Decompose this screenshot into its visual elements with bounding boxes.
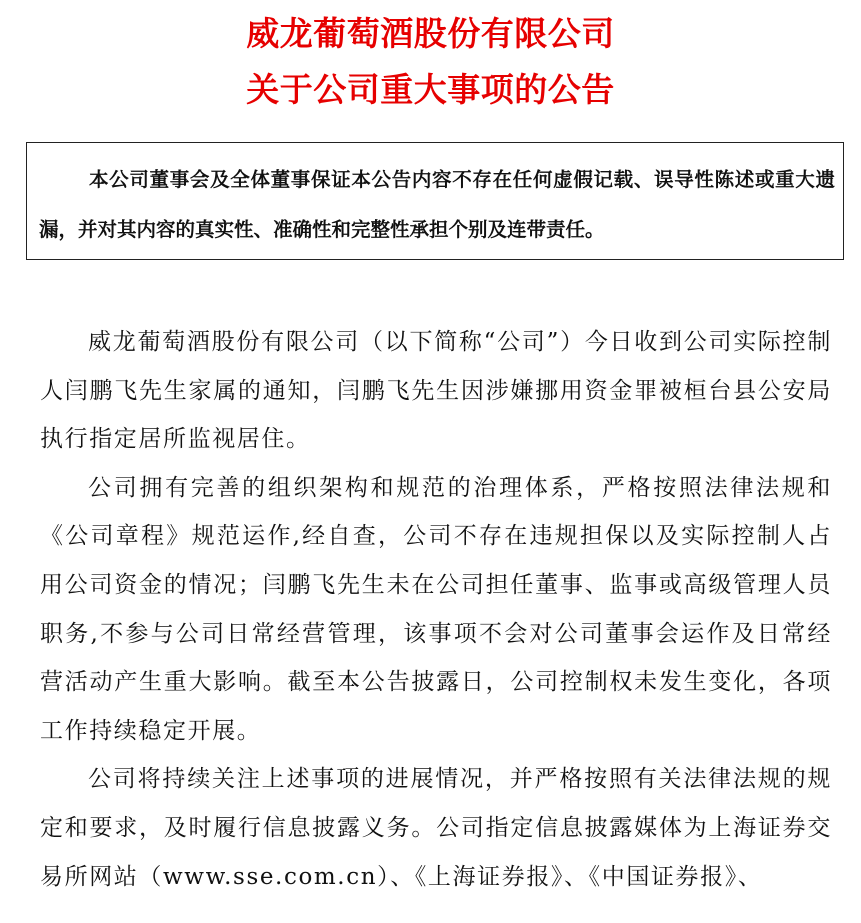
body-paragraph-1: 威龙葡萄酒股份有限公司（以下简称“公司”）今日收到公司实际控制人闫鹏飞先生家属的通知，闫鹏飞先生因涉嫌挪用资金罪被桓台县公安局执行指定居所监视居住。 [40, 329, 832, 453]
announcement-title: 关于公司重大事项的公告 [246, 70, 615, 109]
announcement-body [40, 318, 832, 901]
disclaimer-text: 本公司董事会及全体董事保证本公告内容不存在任何虚假记载、误导性陈述或重大遗漏，并对其内容的真实性、准确性和完整性承担个别及连带责任。 [39, 168, 835, 241]
body-paragraph-2: 公司拥有完善的组织架构和规范的治理体系，严格按照法律法规和《公司章程》规范运作,经自查，公司不存在违规担保以及实际控制人占用公司资金的情况；闫鹏飞先生未在公司担任董事、监事或高级管理人员职务,不参与公司日常经营管理，该事项不会对公司董事会运作及日常经营活动产生重大影响。截至本公告披露日，公司控制权未发生变化，各项工作持续稳定开展。 [40, 474, 832, 744]
disclaimer-box [26, 142, 844, 260]
body-paragraph-3: 公司将持续关注上述事项的进展情况，并严格按照有关法律法规的规定和要求，及时履行信息披露义务。公司指定信息披露媒体为上海证券交易所网站（www.sse.com.cn）、《上海证券报》、《中国证券报》、 [40, 766, 832, 890]
company-name-title: 威龙葡萄酒股份有限公司 [246, 14, 615, 53]
